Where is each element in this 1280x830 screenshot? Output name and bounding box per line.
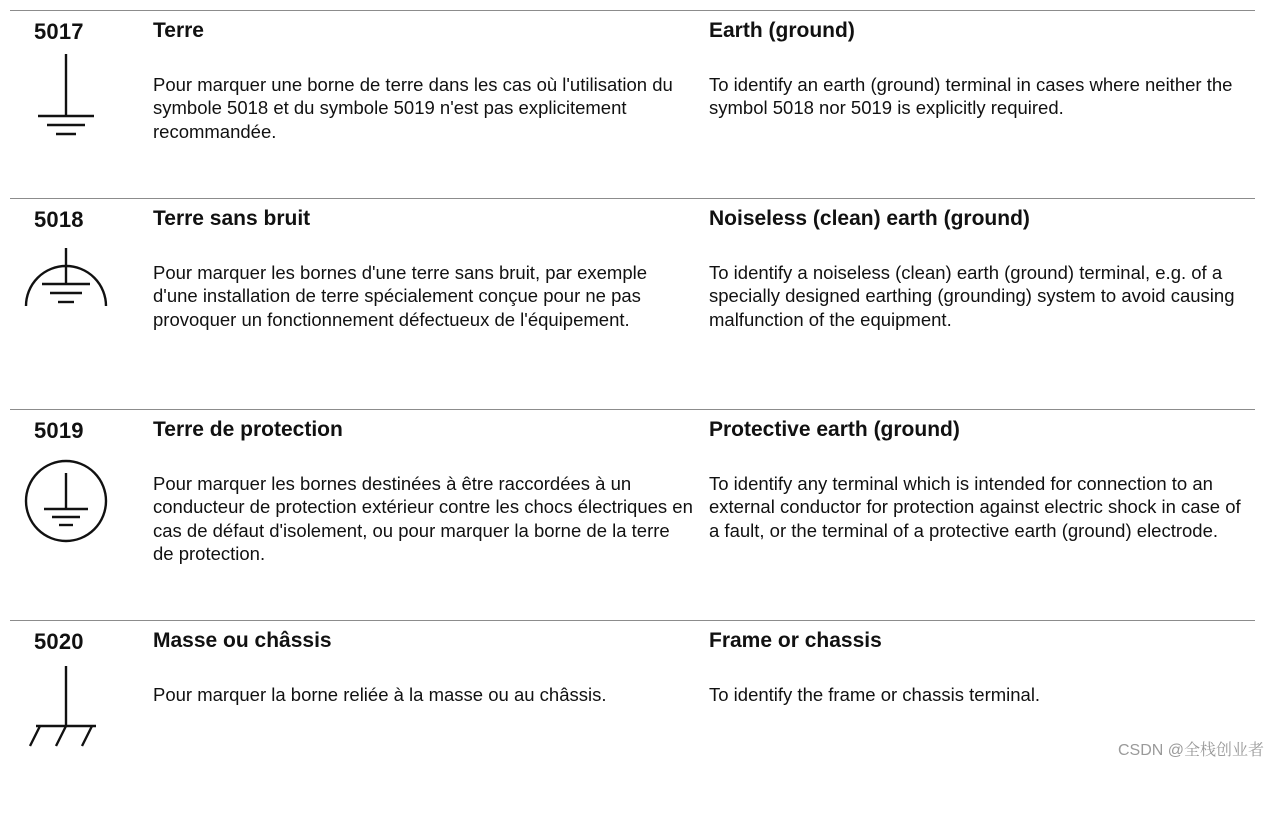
title-french: Masse ou châssis: [153, 629, 332, 652]
frame-chassis-icon: [20, 662, 112, 754]
protective-earth-icon: [20, 451, 112, 543]
row-divider: [10, 409, 1255, 410]
symbol-code: 5018: [34, 207, 84, 232]
earth-ground-icon: [20, 52, 112, 144]
watermark: CSDN @全栈创业者: [1117, 742, 1264, 759]
symbol-code: 5017: [34, 19, 84, 44]
description-french: Pour marquer une borne de terre dans les cas où l'utilisation du symbole 5018 et du symbole 5019 n'est pas explicitement recommandée.: [153, 74, 673, 142]
title-english: Noiseless (clean) earth (ground): [709, 207, 1030, 230]
title-french: Terre: [153, 19, 204, 42]
title-french: Terre sans bruit: [153, 207, 311, 230]
symbol-code: 5020: [34, 629, 84, 654]
noiseless-earth-icon: [20, 240, 112, 332]
symbol-row-5020: [0, 620, 1280, 830]
symbol-row-5018: [0, 198, 1280, 408]
description-english: To identify the frame or chassis terminal.: [709, 684, 1041, 705]
row-divider: [10, 10, 1255, 11]
title-english: Frame or chassis: [709, 629, 882, 652]
title-french: Terre de protection: [153, 418, 343, 441]
symbol-row-5017: [0, 10, 1280, 220]
title-english: Earth (ground): [709, 19, 855, 42]
row-divider: [10, 620, 1255, 621]
symbol-code: 5019: [34, 418, 84, 443]
description-french: Pour marquer les bornes d'une terre sans bruit, par exemple d'une installation de terre spécialement conçue pour ne pas provoquer un fonctionnement défectueux de l'équipement.: [153, 262, 648, 330]
description-english: To identify a noiseless (clean) earth (ground) terminal, e.g. of a specially designed earthing (grounding) system to avoid causing malfunction of the equipment.: [709, 262, 1235, 330]
description-french: Pour marquer la borne reliée à la masse ou au châssis.: [153, 684, 607, 705]
description-english: To identify any terminal which is intended for connection to an external conductor for protection against electric shock in case of a fault, or the terminal of a protective earth (ground) electrode.: [709, 473, 1241, 541]
row-divider: [10, 198, 1255, 199]
description-french: Pour marquer les bornes destinées à être raccordées à un conducteur de protection extérieur contre les chocs électriques en cas de défaut d'isolement, ou pour marquer la borne de la terre de protection.: [153, 473, 693, 564]
symbol-row-5019: [0, 409, 1280, 619]
title-english: Protective earth (ground): [709, 418, 960, 441]
description-english: To identify an earth (ground) terminal in cases where neither the symbol 5018 nor 5019 is explicitly required.: [709, 74, 1233, 119]
